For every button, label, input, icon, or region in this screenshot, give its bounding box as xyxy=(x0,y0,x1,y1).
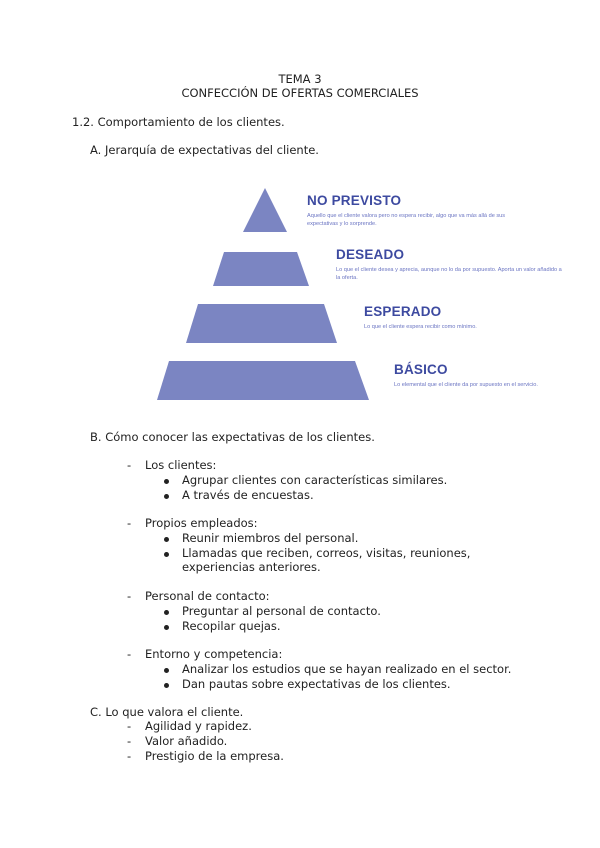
group-label: Propios empleados: xyxy=(145,516,258,530)
part-b-heading: B. Cómo conocer las expectativas de los clientes. xyxy=(90,430,375,444)
list-item: A través de encuestas. xyxy=(182,488,314,502)
pyramid-desc-deseado: Lo que el cliente desea y aprecia, aunque no lo da por supuesto. Aporta un valor añadido a la oferta. xyxy=(336,267,562,281)
pyramid-level-esperado xyxy=(186,304,337,343)
list-item: Analizar los estudios que se hayan realizado en el sector. xyxy=(182,662,512,676)
pyramid-title-no-previsto: NO PREVISTO xyxy=(307,193,402,208)
bullet-icon xyxy=(164,552,169,557)
pyramid-title-deseado: DESEADO xyxy=(336,247,405,262)
list-item: Llamadas que reciben, correos, visitas, reuniones, xyxy=(182,546,471,560)
pyramid-level-no-previsto xyxy=(243,188,287,232)
list-item: Agilidad y rapidez. xyxy=(145,719,252,733)
part-a-heading: A. Jerarquía de expectativas del cliente. xyxy=(90,143,319,157)
bullet-icon xyxy=(164,668,169,673)
part-c-heading: C. Lo que valora el cliente. xyxy=(90,705,244,719)
group-label: Entorno y competencia: xyxy=(145,647,283,661)
list-item: Dan pautas sobre expectativas de los clientes. xyxy=(182,677,451,691)
pyramid-title-esperado: ESPERADO xyxy=(364,304,442,319)
bullet-icon xyxy=(164,479,169,484)
dash-marker: - xyxy=(127,458,132,472)
dash-marker: - xyxy=(127,589,132,603)
pyramid-level-deseado xyxy=(213,252,309,286)
dash-marker: - xyxy=(127,719,132,733)
pyramid-desc-no-previsto: Aquello que el cliente valora pero no espera recibir, algo que va más allá de sus expectativas y lo sorprende. xyxy=(307,213,506,227)
dash-marker: - xyxy=(127,516,132,530)
bullet-icon xyxy=(164,537,169,542)
section-heading: 1.2. Comportamiento de los clientes. xyxy=(72,115,285,129)
list-item: Preguntar al personal de contacto. xyxy=(182,604,381,618)
doc-topic: TEMA 3 xyxy=(278,72,322,86)
list-item: Valor añadido. xyxy=(145,734,228,748)
pyramid-title-basico: BÁSICO xyxy=(394,362,448,377)
doc-title: CONFECCIÓN DE OFERTAS COMERCIALES xyxy=(181,86,419,100)
expectations-pyramid xyxy=(0,0,600,420)
bullet-icon xyxy=(164,494,169,499)
list-item: Agrupar clientes con características similares. xyxy=(182,473,448,487)
bullet-icon xyxy=(164,683,169,688)
pyramid-desc-esperado: Lo que el cliente espera recibir como mínimo. xyxy=(364,324,477,330)
list-item: Reunir miembros del personal. xyxy=(182,531,359,545)
list-item-continuation: experiencias anteriores. xyxy=(182,560,321,574)
dash-marker: - xyxy=(127,734,132,748)
bullet-icon xyxy=(164,625,169,630)
list-item: Prestigio de la empresa. xyxy=(145,749,284,763)
dash-marker: - xyxy=(127,647,132,661)
group-label: Los clientes: xyxy=(145,458,217,472)
pyramid-level-basico xyxy=(157,361,369,400)
list-item: Recopilar quejas. xyxy=(182,619,281,633)
pyramid-desc-basico: Lo elemental que el cliente da por supuesto en el servicio. xyxy=(394,382,538,388)
dash-marker: - xyxy=(127,749,132,763)
group-label: Personal de contacto: xyxy=(145,589,270,603)
bullet-icon xyxy=(164,610,169,615)
